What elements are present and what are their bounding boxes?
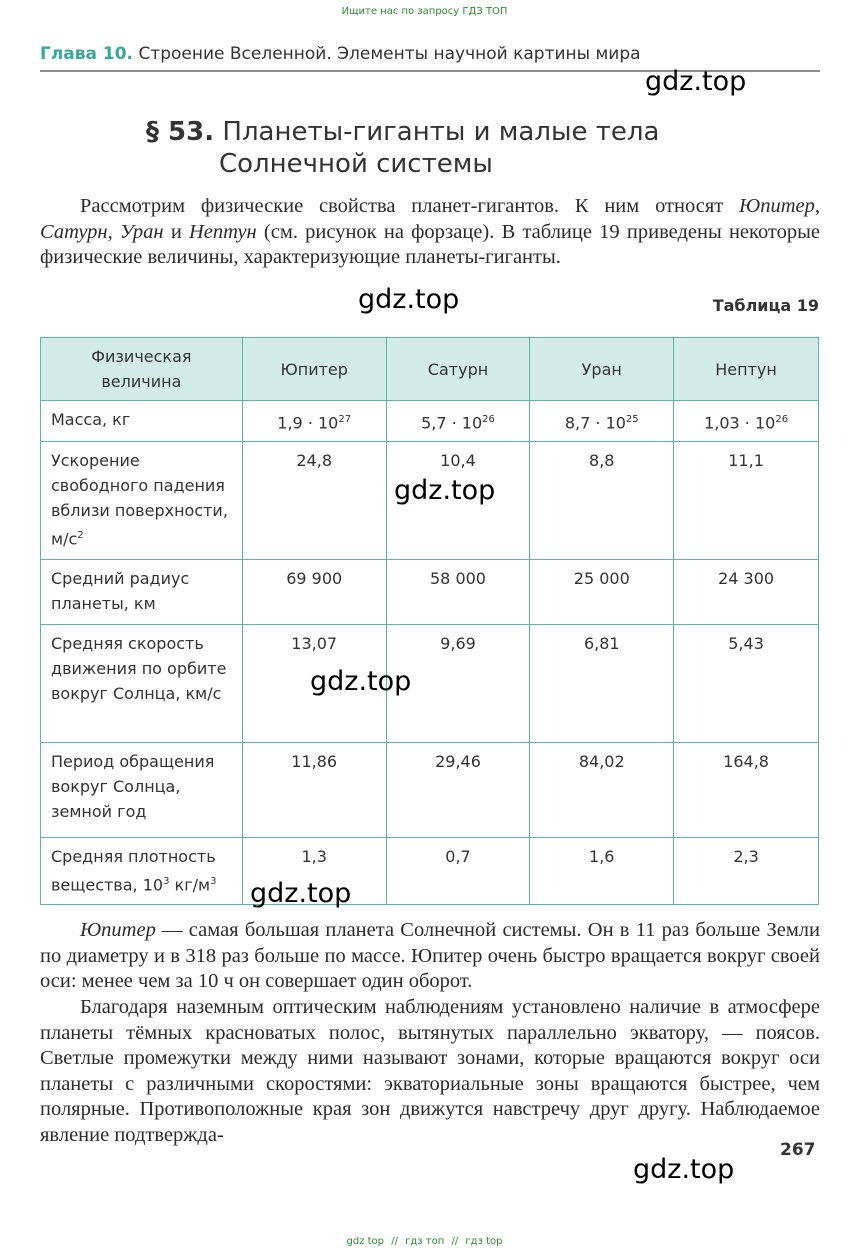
table-header-row [41,338,819,401]
footer-links [0,1236,849,1247]
chapter-label: Глава 10. [40,44,134,64]
section-title-line2: Солнечной системы [219,149,493,179]
table-row-radius [41,560,819,625]
row-label: Средняя скорость движения по орбите вокруг Солнца, км/с [41,625,243,743]
header-saturn: Сатурн [386,338,530,401]
header-jupiter: Юпитер [242,338,386,401]
paragraph-text: Благодаря наземным оптическим наблюдениям установлено наличие в атмосфере планеты тёмных красноватых полос, вытянутых параллельно экватору, — поясов. Светлые промежутки между ними называют зонами, которые вращаются вокруг оси планеты с различными скоростями: экваториальные зоны вращаются быстрее, чем полярные. Противоположные края зон движутся навстречу друг другу. Наблюдаемое явление подтвержда- [40,996,820,1146]
cell-value: 10,4 [386,442,530,560]
table-row-orbital-speed [41,625,819,743]
cell-value: 1,3 [242,838,386,904]
cell-value: 1,6 [530,838,674,904]
term-saturn: Сатурн [40,220,108,243]
term-uranus: Уран [119,220,164,243]
section-title-line1: Планеты-гиганты и малые тела [222,117,660,147]
cell-value: 84,02 [530,743,674,838]
cell-value: 6,81 [530,625,674,743]
table-row-density [41,838,819,904]
page-number: 267 [780,1140,816,1160]
table-row-mass [41,401,819,442]
watermark: gdz.top [645,66,747,97]
chapter-title: Строение Вселенной. Элементы научной картины мира [138,44,641,64]
table-row-period [41,743,819,838]
cell-value: 25 000 [530,560,674,625]
cell-value: 13,07 [242,625,386,743]
watermark: gdz.top [358,284,460,315]
header-uranus: Уран [530,338,674,401]
watermark: gdz.top [633,1154,735,1185]
row-label: Средний радиус планеты, км [41,560,243,625]
cell-value: 24,8 [242,442,386,560]
cell-value: $8,7 \cdot 10^{25}$ [530,401,674,442]
term-neptune: Нептун [189,220,257,243]
footer-link[interactable]: гдз top [465,1236,503,1247]
term-jupiter: Юпитер [80,919,156,941]
top-note: Ищите нас по запросу ГДЗ ТОП [341,6,508,17]
cell-value: 5,43 [674,625,819,743]
belts-paragraph [40,995,820,1148]
cell-value: 69 900 [242,560,386,625]
cell-value: 2,3 [674,838,819,904]
watermark: gdz.top [250,878,352,909]
row-label: Период обращения вокруг Солнца, земной год [41,743,243,838]
row-label: Средняя плотность вещества, $10^3$ $кг/м^3$ [41,838,243,904]
cell-value: 29,46 [386,743,530,838]
section-number: § 53. [146,117,215,147]
footer-link[interactable]: гдз топ [405,1236,445,1247]
section-title [146,116,659,180]
intro-text: и [163,220,189,243]
cell-value: 8,8 [530,442,674,560]
cell-value: 58 000 [386,560,530,625]
intro-text: , [814,195,820,217]
term-jupiter: Юпитер [739,195,815,217]
cell-value: $5,7 \cdot 10^{26}$ [386,401,530,442]
intro-text: (см. рисунок на форзаце). В таблице 19 приведены некоторые физические величины, характеризующие планеты-гиганты. [40,220,820,268]
intro-text: Рассмотрим физические свойства планет-гигантов. К ним относят [80,195,740,217]
header-neptune: Нептун [674,338,819,401]
cell-value: 24 300 [674,560,819,625]
cell-value: $1,03 \cdot 10^{26}$ [674,401,819,442]
cell-value: $1,9 \cdot 10^{27}$ [242,401,386,442]
watermark: gdz.top [394,475,496,506]
watermark: gdz.top [310,666,412,697]
paragraph-text: — самая большая планета Солнечной системы. Он в 11 раз больше Земли по диаметру и в 318 раз больше по массе. Юпитер очень быстро вращается вокруг своей оси: менее чем за 10 ч он совершает один оборот. [40,919,820,992]
table-label: Таблица 19 [712,296,819,315]
footer-separator: // [451,1236,459,1247]
planets-table [40,337,819,905]
cell-value: 164,8 [674,743,819,838]
cell-value: 11,1 [674,442,819,560]
jupiter-paragraph [40,918,820,995]
cell-value: 11,86 [242,743,386,838]
intro-paragraph [40,194,820,271]
header-quantity: Физическая величина [41,338,243,401]
cell-value: 9,69 [386,625,530,743]
row-label: Ускорение свободного падения вблизи поверхности, $м/с^2$ [41,442,243,560]
footer-separator: // [391,1236,398,1247]
footer-link[interactable]: gdz top [346,1236,385,1247]
cell-value: 0,7 [386,838,530,904]
row-label: Масса, кг [41,401,243,442]
intro-text: , [107,220,120,243]
